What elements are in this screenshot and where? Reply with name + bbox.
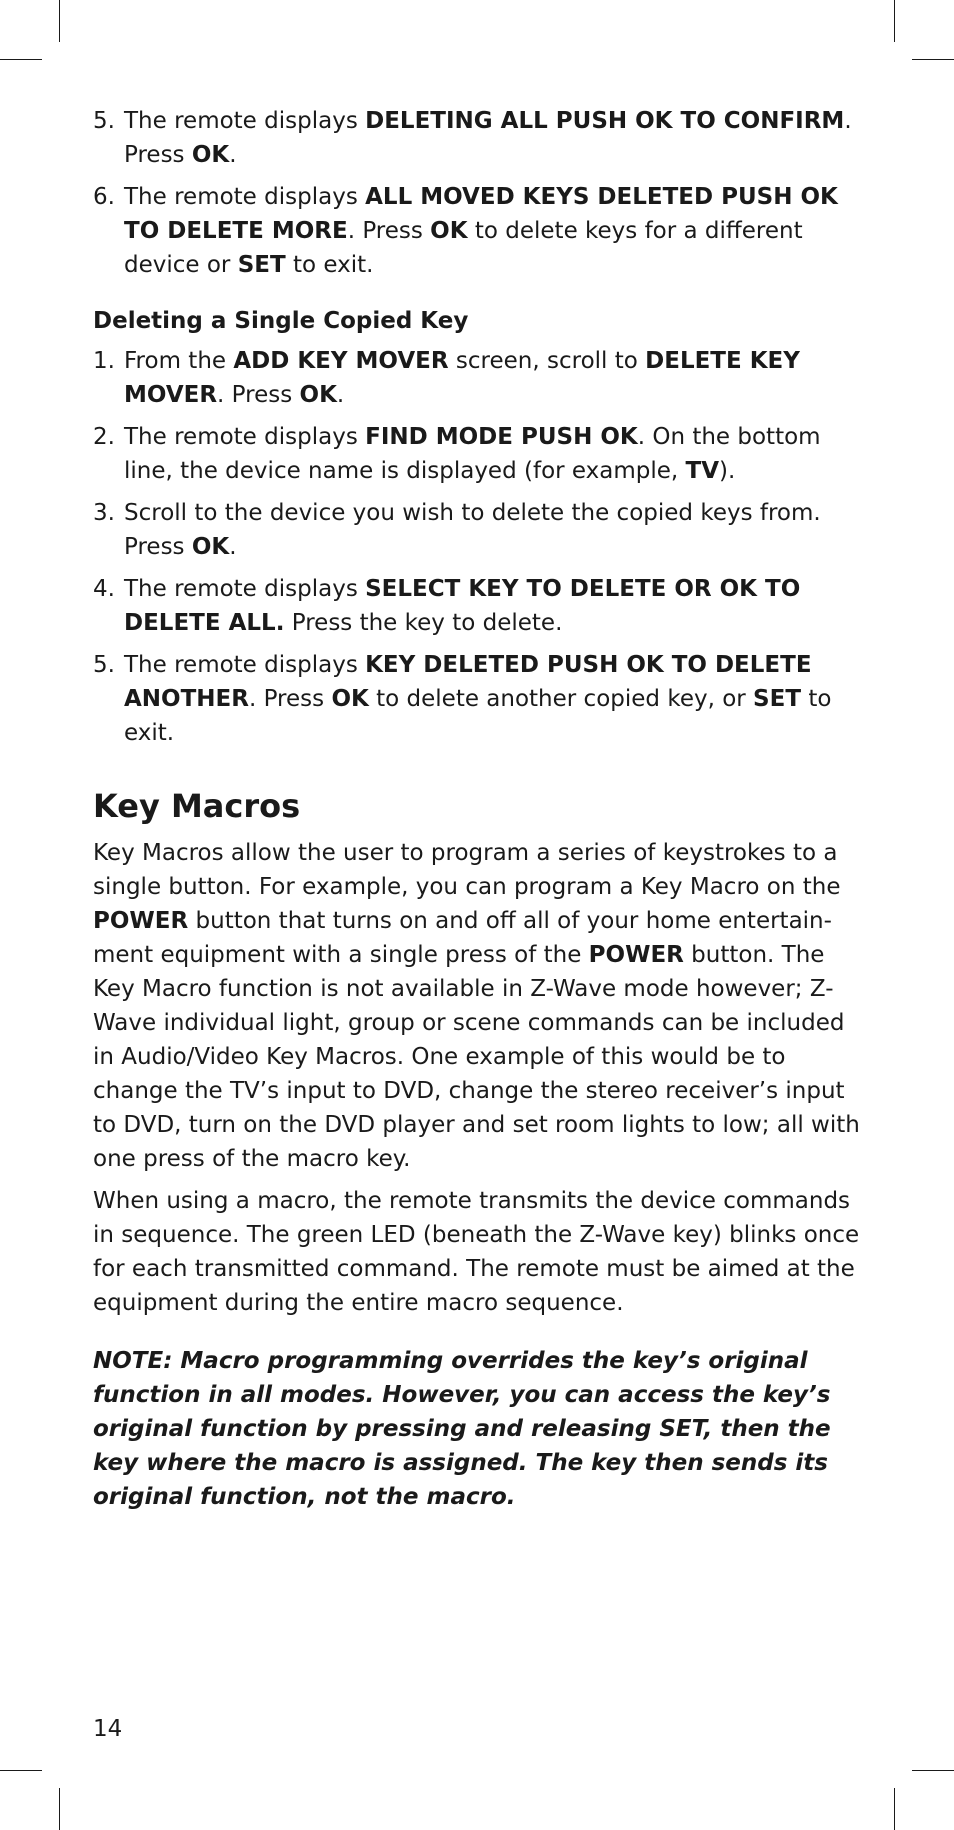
step-text: The remote displays KEY DELETED PUSH OK TO DELETE ANOTHER. Press OK to delete another copied key, or SET to exit. — [124, 652, 832, 746]
paragraph: When using a macro, the remote transmits the device commands in sequence. The green LED (beneath the Z-Wave key) blinks once for each transmitted command. The remote must be aimed at the equipment during the entire macro sequence. — [93, 1188, 860, 1316]
steps-list-delete-all — [93, 104, 863, 282]
step-text: The remote displays SELECT KEY TO DELETE OR OK TO DELETE ALL. Press the key to delete. — [124, 576, 801, 636]
step-number: 5. — [93, 652, 115, 678]
step-number: 5. — [93, 108, 115, 134]
step-text: From the ADD KEY MOVER screen, scroll to DELETE KEY MOVER. Press OK. — [124, 348, 800, 408]
step-text: The remote displays DELETING ALL PUSH OK TO CONFIRM. Press OK. — [124, 108, 852, 168]
step-text: The remote displays ALL MOVED KEYS DELETED PUSH OK TO DELETE MORE. Press OK to delete keys for a different device or SET to exit. — [124, 184, 838, 278]
list-item — [93, 572, 863, 640]
subheading: Deleting a Single Copied Key — [93, 308, 469, 334]
steps-list-delete-single — [93, 344, 863, 750]
crop-mark-top-right-vertical — [894, 0, 895, 42]
crop-mark-bottom-left-vertical — [59, 1788, 60, 1830]
page-number: 14 — [93, 1716, 123, 1742]
crop-mark-bottom-left-horizontal — [0, 1770, 42, 1771]
list-item — [93, 420, 863, 488]
crop-mark-bottom-right-horizontal — [912, 1770, 954, 1771]
section-title: Key Macros — [93, 787, 301, 825]
step-number: 1. — [93, 348, 115, 374]
page-content — [93, 104, 863, 1514]
crop-mark-top-right-horizontal — [912, 59, 954, 60]
step-number: 4. — [93, 576, 115, 602]
step-text: Scroll to the device you wish to delete the copied keys from. Press OK. — [124, 500, 821, 560]
list-item — [93, 344, 863, 412]
list-item — [93, 648, 863, 750]
paragraph: Key Macros allow the user to program a series of keystrokes to a single button. For example, you can program a Key Macro on the POWER button that turns on and off all of your home entertain-ment equipment with a single press of the POWER button. The Key Macro function is not available in Z-Wave mode however; Z-Wave individual light, group or scene commands can be included in Audio/Video Key Macros. One example of this would be to change the TV’s input to DVD, change the stereo receiver’s input to DVD, turn on the DVD player and set room lights to low; all with one press of the macro key. — [93, 840, 860, 1172]
crop-mark-bottom-right-vertical — [894, 1788, 895, 1830]
list-item — [93, 180, 863, 282]
step-number: 3. — [93, 500, 115, 526]
step-text: The remote displays FIND MODE PUSH OK. On the bottom line, the device name is displayed (for example, TV). — [124, 424, 821, 484]
step-number: 6. — [93, 184, 115, 210]
list-item — [93, 496, 863, 564]
crop-mark-top-left-vertical — [59, 0, 60, 42]
note-text: NOTE: Macro programming overrides the key’s original function in all modes. However, you can access the key’s original function by pressing and releasing SET, then the key where the macro is assigned. The key then sends its original function, not the macro. — [93, 1348, 831, 1510]
list-item — [93, 104, 863, 172]
crop-mark-top-left-horizontal — [0, 59, 42, 60]
step-number: 2. — [93, 424, 115, 450]
